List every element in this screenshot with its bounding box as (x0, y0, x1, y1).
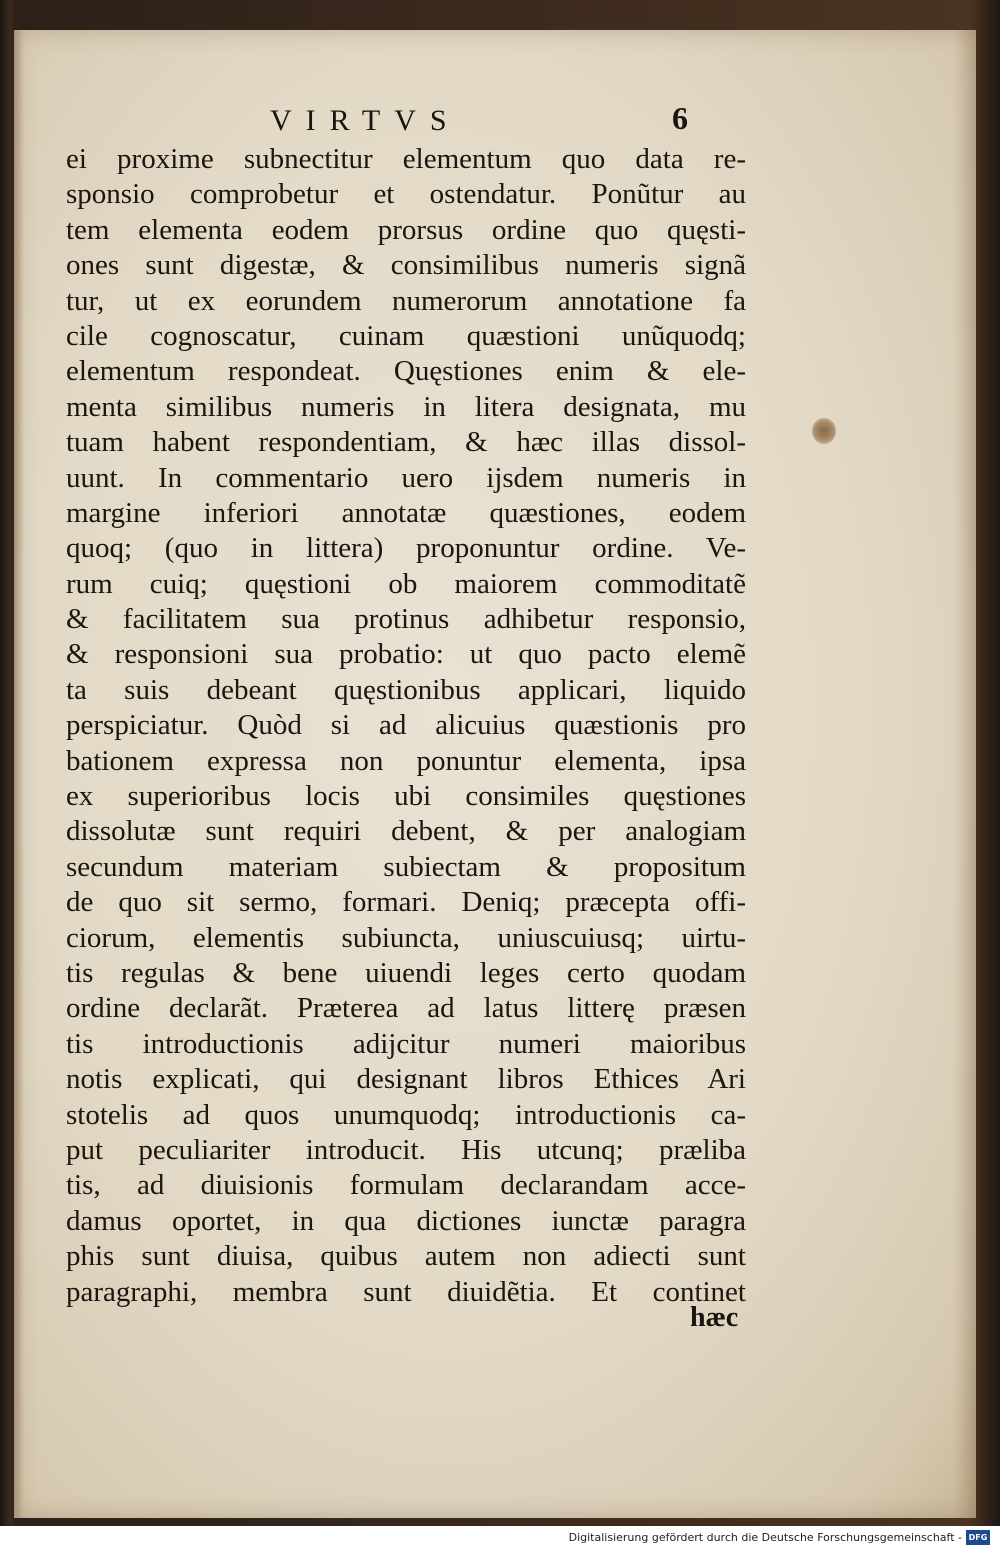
text-line: ciorum, elementis subiuncta, uniuscuiusq; uirtu- (66, 921, 746, 954)
text-line: paragraphi, membra sunt diuidẽtia. Et continet (66, 1275, 746, 1308)
text-line: sponsio comprobetur et ostendatur. Ponũtur au (66, 178, 746, 211)
text-line: notis explicati, qui designant libros Ethices Ari (66, 1063, 746, 1096)
page-edge-shadow (954, 30, 976, 1518)
text-line: & responsioni sua probatio: ut quo pacto elemẽ (66, 638, 746, 671)
text-line: tis introductionis adijcitur numeri maioribus (66, 1027, 746, 1060)
running-head: VIRTVS (270, 104, 461, 137)
text-line: ordine declarãt. Præterea ad latus litterę præsen (66, 992, 746, 1025)
text-line: & facilitatem sua protinus adhibetur responsio, (66, 603, 746, 636)
text-line: ones sunt digestæ, & consimilibus numeris signã (66, 249, 746, 282)
text-line: put peculiariter introducit. His utcunq; prælibа (66, 1133, 746, 1166)
text-line: de quo sit sermo, formari. Deniq; præcepta offi- (66, 886, 746, 919)
text-line: bationem expressa non ponuntur elementa, ipsa (66, 744, 746, 777)
text-line: rum cuiq; quęstioni ob maiorem commoditatẽ (66, 567, 746, 600)
text-line: ta suis debeant quęstionibus applicari, liquido (66, 673, 746, 706)
dfg-logo: DFG (966, 1530, 990, 1545)
text-line: margine inferiori annotatæ quæstiones, eodem (66, 496, 746, 529)
text-line: tis, ad diuisionis formulam declarandam acce- (66, 1169, 746, 1202)
catchword: hæc (690, 1302, 739, 1333)
text-line: dissolutæ sunt requiri debent, & per analogiam (66, 815, 746, 848)
text-line: phis sunt diuisa, quibus autem non adiecti sunt (66, 1240, 746, 1273)
text-line: tur, ut ex eorundem numerorum annotatione fa (66, 284, 746, 317)
text-line: uunt. In commentario uero ijsdem numeris in (66, 461, 746, 494)
spine-edge (14, 30, 24, 1518)
body-text (66, 142, 746, 1310)
text-line: tis regulas & bene uiuendi leges certo quodam (66, 956, 746, 989)
text-line: menta similibus numeris in litera designata, mu (66, 390, 746, 423)
text-line: elementum respondeat. Quęstiones enim & ele- (66, 355, 746, 388)
paper-stain (812, 418, 836, 444)
text-line: cile cognoscatur, cuinam quæstioni unũquodq; (66, 319, 746, 352)
text-line: ei proxime subnectitur elementum quo data re- (66, 143, 746, 175)
funding-credit: Digitalisierung gefördert durch die Deutsche Forschungsgemeinschaft - (568, 1531, 962, 1544)
text-line: perspiciatur. Quòd si ad alicuius quæstionis pro (66, 709, 746, 742)
folio-number: 6 (672, 100, 688, 136)
text-line: quoq; (quo in littera) proponuntur ordine. Ve- (66, 532, 746, 565)
text-line: stotelis ad quos unumquodq; introductionis ca- (66, 1098, 746, 1131)
text-line: secundum materiam subiectam & propositum (66, 850, 746, 883)
text-line: tem elementa eodem prorsus ordine quo quęsti- (66, 213, 746, 246)
text-line: ex superioribus locis ubi consimiles quęstiones (66, 780, 746, 813)
text-line: tuam habent respondentiam, & hæc illas dissol- (66, 426, 746, 459)
text-line: damus oportet, in qua dictiones iunctæ paragra (66, 1204, 746, 1237)
